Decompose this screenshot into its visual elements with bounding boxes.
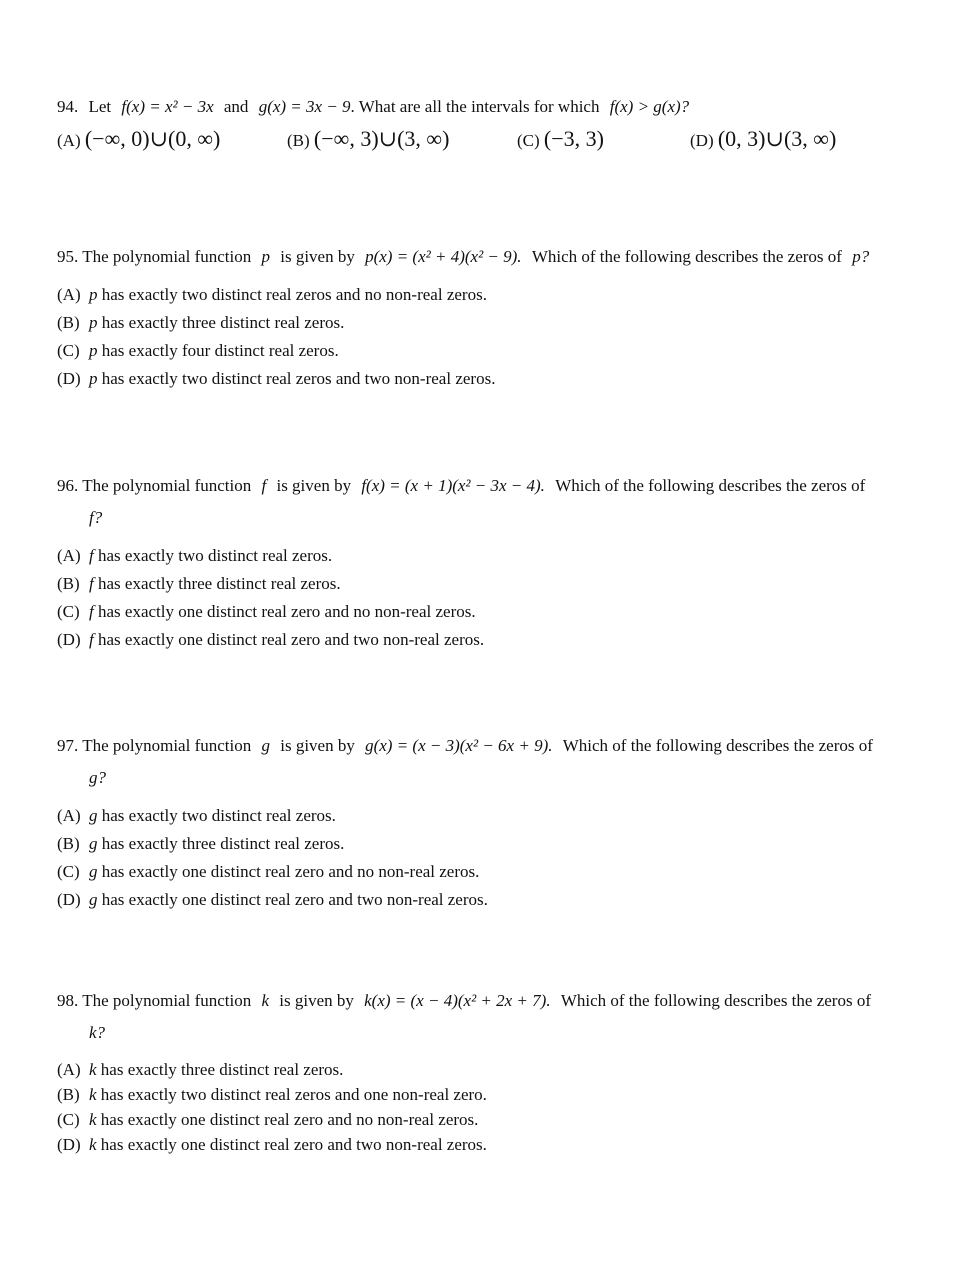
stem-text: is given by	[280, 247, 355, 266]
answer-choice-d[interactable]	[57, 365, 927, 393]
question-97-stem	[57, 730, 927, 762]
choice-interval: (−∞, 3)∪(3, ∞)	[313, 126, 450, 151]
choice-variable: g	[89, 834, 98, 853]
choice-interval: (−∞, 0)∪(0, ∞)	[84, 126, 221, 151]
choice-interval: (0, 3)∪(3, ∞)	[717, 126, 837, 151]
answer-choice-c[interactable]	[57, 337, 927, 365]
function-variable: k	[261, 991, 270, 1010]
answer-choice-c[interactable]	[517, 125, 604, 157]
function-definition: g(x) = (x − 3)(x² − 6x + 9).	[365, 736, 553, 755]
stem-text: Which of the following describes the zeros of	[555, 476, 866, 495]
choice-letter: (B)	[57, 1085, 80, 1104]
function-variable: f	[261, 476, 267, 495]
answer-choice-d[interactable]	[690, 125, 836, 157]
answer-choice-c[interactable]	[57, 598, 927, 626]
choice-text: has exactly two distinct real zeros and no non-real zeros.	[101, 285, 487, 304]
choice-letter: (C)	[517, 131, 540, 150]
function-definition: k(x) = (x − 4)(x² + 2x + 7).	[364, 991, 551, 1010]
stem-text: The polynomial function	[82, 991, 252, 1010]
choice-letter: (D)	[690, 131, 714, 150]
choice-letter: (C)	[57, 341, 80, 360]
choice-letter: (D)	[57, 1135, 81, 1154]
stem-text: is given by	[280, 736, 355, 755]
answer-choice-d[interactable]	[57, 626, 927, 654]
answer-choice-a[interactable]	[57, 802, 927, 830]
choice-letter: (C)	[57, 862, 80, 881]
choice-variable: p	[89, 285, 98, 304]
answer-choice-c[interactable]	[57, 858, 927, 886]
choice-text: has exactly three distinct real zeros.	[101, 313, 345, 332]
choice-letter: (C)	[57, 1110, 80, 1129]
question-94	[57, 91, 927, 157]
stem-text: Let	[88, 97, 112, 116]
choice-text: has exactly two distinct real zeros.	[101, 806, 336, 825]
choice-letter: (B)	[287, 131, 310, 150]
choice-letter: (D)	[57, 630, 81, 649]
choice-variable: p	[89, 369, 98, 388]
answer-choices	[57, 802, 927, 914]
choice-letter: (D)	[57, 369, 81, 388]
choice-variable: f	[89, 602, 94, 621]
answer-choice-a[interactable]	[57, 125, 220, 157]
choice-letter: (B)	[57, 574, 80, 593]
question-98	[57, 985, 927, 1157]
stem-text: is given by	[279, 991, 354, 1010]
function-g-definition: g(x) = 3x − 9	[258, 97, 351, 116]
choice-variable: k	[89, 1135, 97, 1154]
function-variable: g	[261, 736, 270, 755]
choice-text: has exactly one distinct real zero and two non-real zeros.	[97, 630, 485, 649]
choice-letter: (B)	[57, 313, 80, 332]
function-definition: f(x) = (x + 1)(x² − 3x − 4).	[361, 476, 545, 495]
answer-choice-b[interactable]	[287, 125, 449, 157]
choice-variable: g	[89, 890, 98, 909]
choice-text: has exactly two distinct real zeros.	[97, 546, 333, 565]
question-number: 97.	[57, 736, 79, 755]
choice-text: has exactly two distinct real zeros and two non-real zeros.	[101, 369, 496, 388]
inequality: f(x) > g(x)?	[609, 97, 690, 116]
function-variable-end: p?	[852, 247, 870, 266]
answer-choice-b[interactable]	[57, 830, 927, 858]
answer-choices	[57, 542, 927, 654]
question-94-stem	[57, 91, 927, 123]
choice-variable: p	[89, 341, 98, 360]
choice-variable: g	[89, 862, 98, 881]
choice-variable: f	[89, 630, 94, 649]
answer-choices	[57, 125, 927, 157]
function-variable-end: g?	[89, 768, 106, 787]
choice-text: has exactly three distinct real zeros.	[101, 834, 345, 853]
stem-text: Which of the following describes the zeros of	[562, 736, 873, 755]
choice-variable: p	[89, 313, 98, 332]
function-variable-end: k?	[89, 1023, 106, 1042]
choice-text: has exactly three distinct real zeros.	[97, 574, 341, 593]
stem-text: . What are all the intervals for which	[350, 97, 600, 116]
stem-text: Which of the following describes the zeros of	[560, 991, 871, 1010]
answer-choices	[57, 1057, 927, 1157]
choice-variable: k	[89, 1085, 97, 1104]
choice-letter: (B)	[57, 834, 80, 853]
question-97	[57, 730, 927, 914]
answer-choice-a[interactable]	[57, 1057, 927, 1082]
stem-text: The polynomial function	[82, 476, 252, 495]
choice-variable: f	[89, 546, 94, 565]
choice-letter: (A)	[57, 806, 81, 825]
function-definition: p(x) = (x² + 4)(x² − 9).	[365, 247, 522, 266]
question-95	[57, 241, 927, 393]
choice-interval: (−3, 3)	[543, 126, 604, 151]
choice-letter: (D)	[57, 890, 81, 909]
stem-text: and	[223, 97, 249, 116]
choice-letter: (A)	[57, 546, 81, 565]
choice-text: has exactly three distinct real zeros.	[100, 1060, 344, 1079]
choice-letter: (A)	[57, 1060, 81, 1079]
answer-choice-c[interactable]	[57, 1107, 927, 1132]
function-f-definition: f(x) = x² − 3x	[121, 97, 214, 116]
choice-text: has exactly one distinct real zero and no non-real zeros.	[101, 862, 480, 881]
choice-text: has exactly one distinct real zero and no non-real zeros.	[97, 602, 476, 621]
answer-choice-b[interactable]	[57, 570, 927, 598]
choice-letter: (A)	[57, 131, 81, 150]
choice-variable: k	[89, 1110, 97, 1129]
question-number: 94.	[57, 97, 79, 116]
choice-variable: k	[89, 1060, 97, 1079]
answer-choices	[57, 281, 927, 393]
choice-letter: (C)	[57, 602, 80, 621]
question-number: 98.	[57, 991, 79, 1010]
choice-text: has exactly one distinct real zero and no non-real zeros.	[100, 1110, 479, 1129]
choice-variable: f	[89, 574, 94, 593]
answer-choice-a[interactable]	[57, 542, 927, 570]
function-variable: p	[261, 247, 270, 266]
choice-text: has exactly four distinct real zeros.	[101, 341, 339, 360]
answer-choice-d[interactable]	[57, 886, 927, 914]
answer-choice-a[interactable]	[57, 281, 927, 309]
choice-text: has exactly one distinct real zero and two non-real zeros.	[100, 1135, 487, 1154]
stem-text: The polynomial function	[82, 736, 252, 755]
choice-variable: g	[89, 806, 98, 825]
question-number: 95.	[57, 247, 79, 266]
question-number: 96.	[57, 476, 79, 495]
answer-choice-b[interactable]	[57, 1082, 927, 1107]
answer-choice-d[interactable]	[57, 1132, 927, 1157]
stem-text: Which of the following describes the zeros of	[531, 247, 842, 266]
choice-letter: (A)	[57, 285, 81, 304]
choice-text: has exactly one distinct real zero and two non-real zeros.	[101, 890, 488, 909]
question-98-stem	[57, 985, 927, 1017]
stem-text: is given by	[276, 476, 352, 495]
question-96	[57, 470, 927, 654]
question-95-stem	[57, 241, 927, 273]
answer-choice-b[interactable]	[57, 309, 927, 337]
stem-text: The polynomial function	[82, 247, 252, 266]
function-variable-end: f?	[89, 508, 103, 527]
choice-text: has exactly two distinct real zeros and one non-real zero.	[100, 1085, 487, 1104]
question-96-stem	[57, 470, 927, 502]
